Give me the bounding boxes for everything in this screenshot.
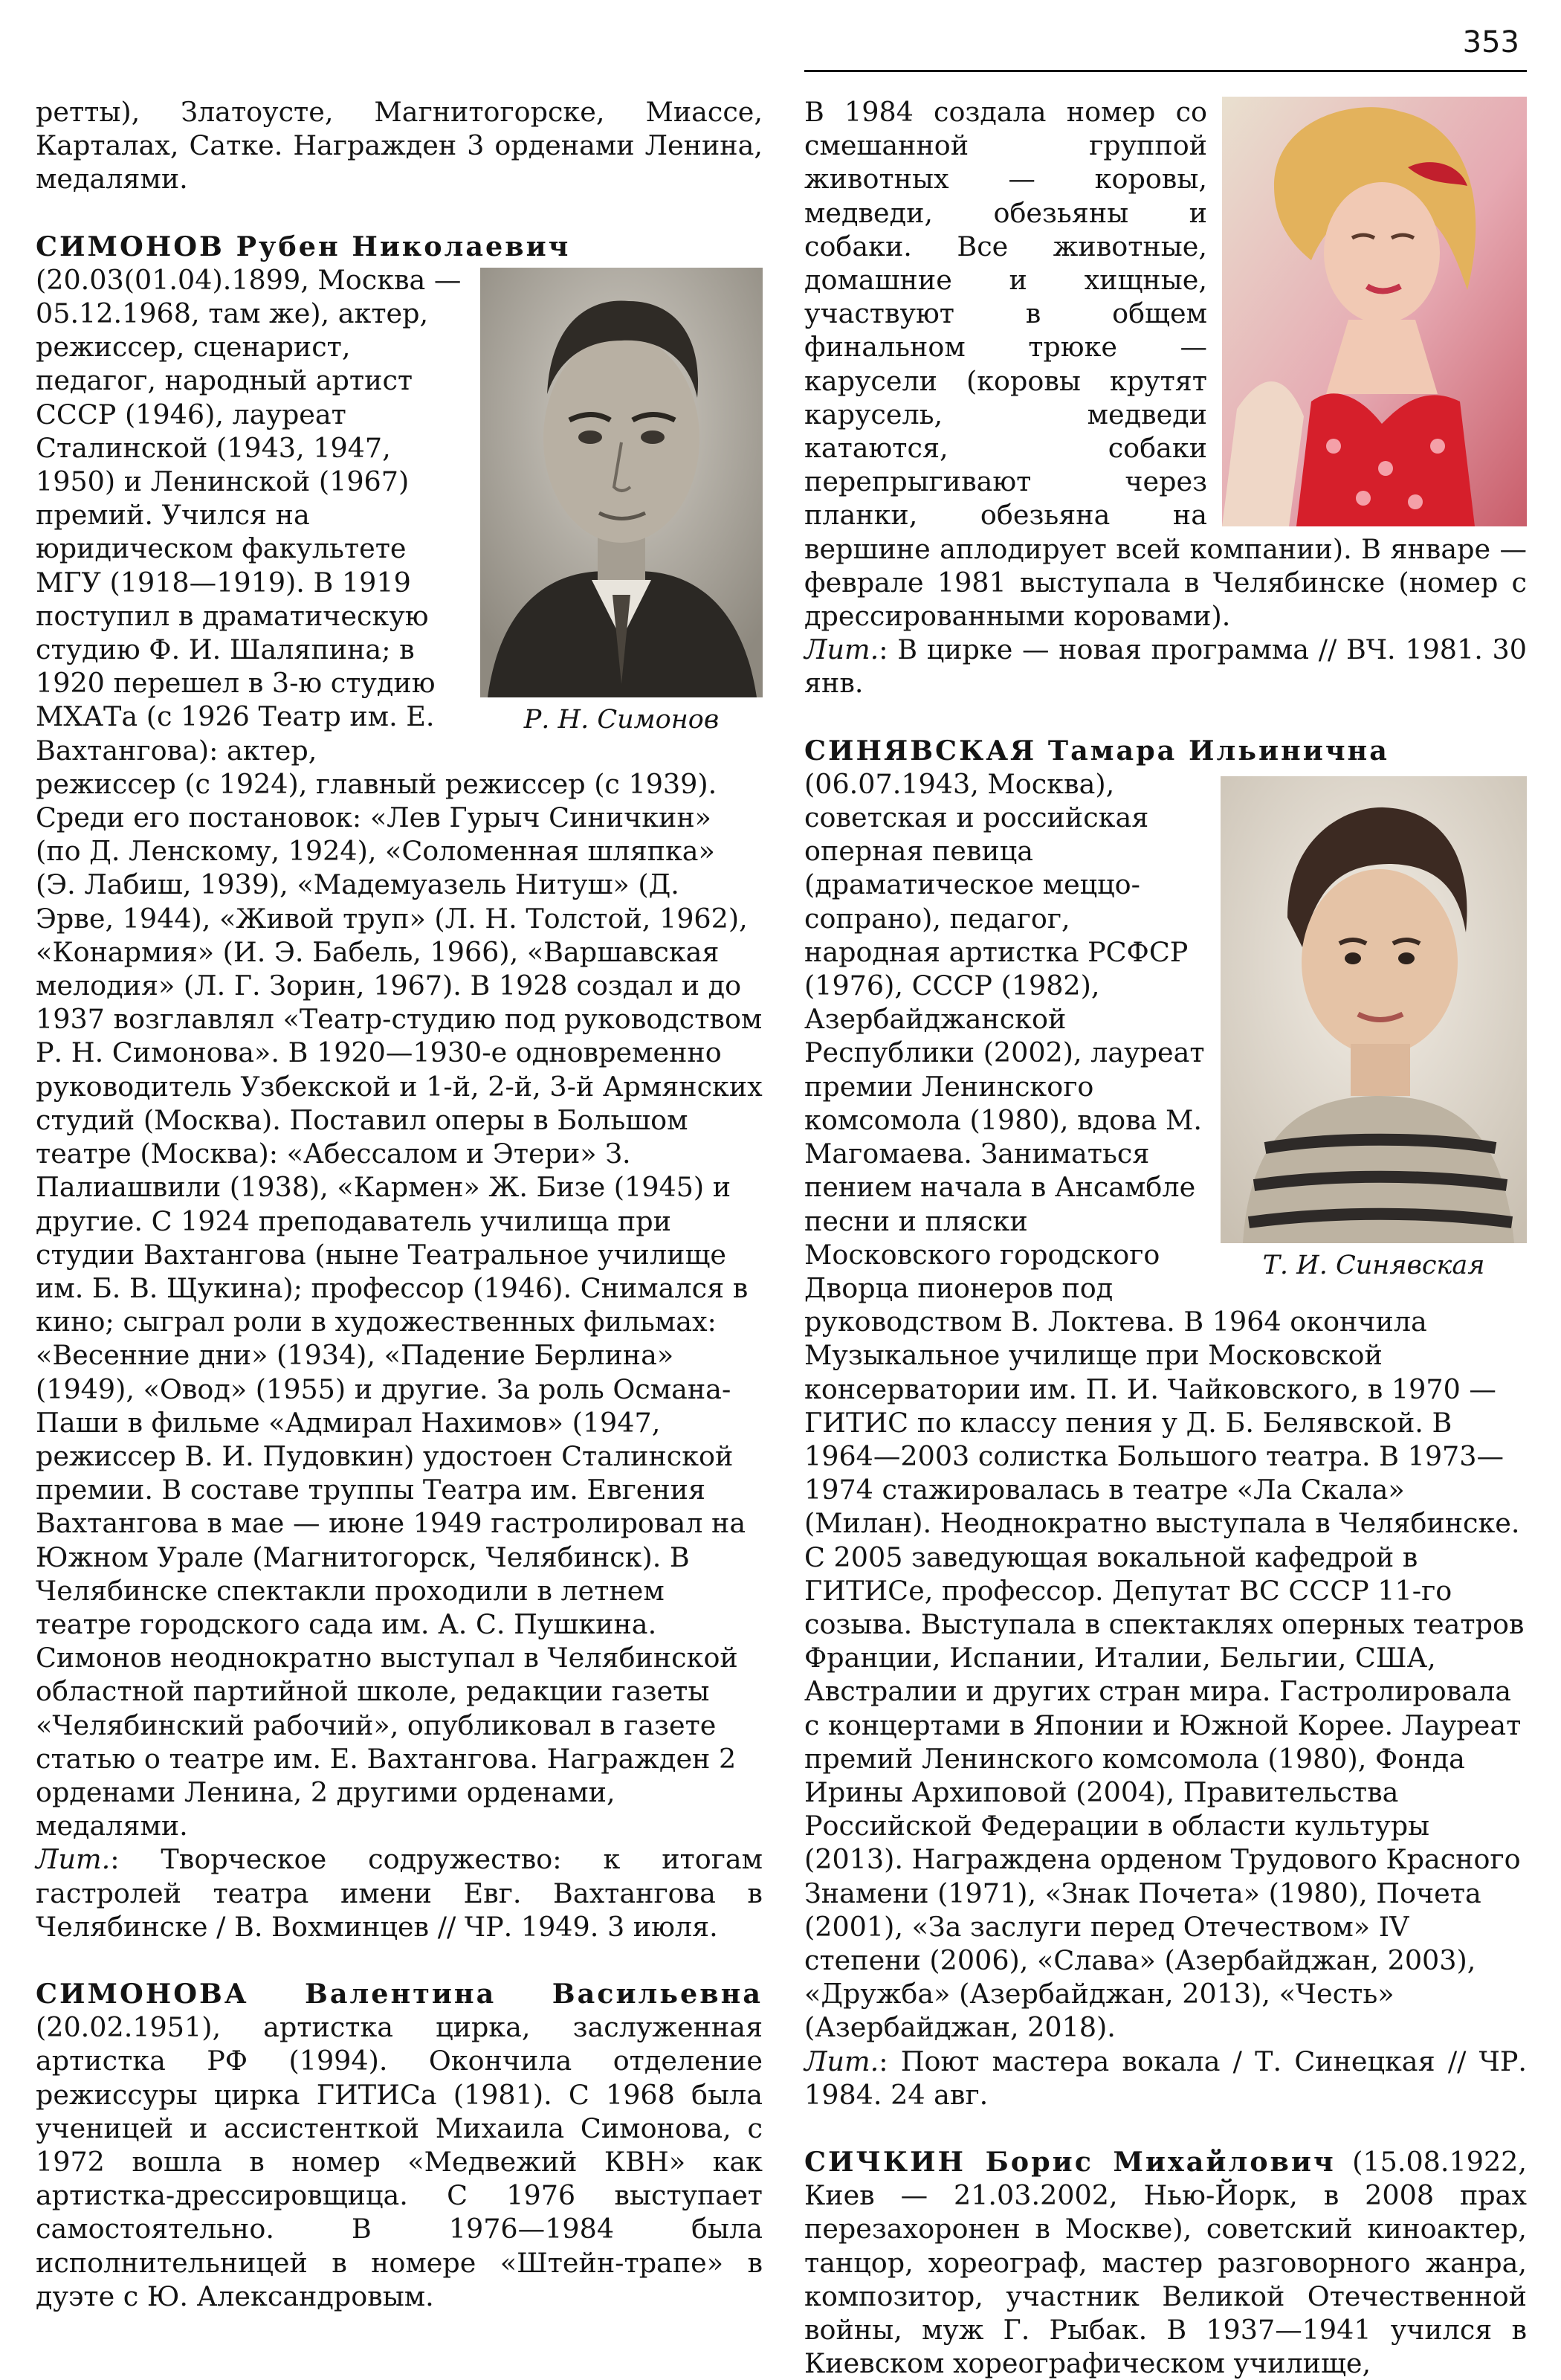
literature-label: Лит. [804,633,879,666]
entry-body: (06.07.1943, Москва), советская и российская оперная певица (драматическое меццо-сопрано), педагог, народная артистка РСФСР (1976), СССР (1982), Азербайджанской Республики (2002), лауреат премии Ленинского комсомола (1980), вдова М. Магомаева. Заниматься пением начала в Ансамбле песни и пляски Московского городского Дворца пионеров под руководством В. Локтева. В 1964 окончила Музыкальное училище при Московской консерватории им. П. И. Чайковского, в 1970 — ГИТИС по классу пения у Д. Б. Белявской. В 1964—2003 солистка Большого театра. В 1973—1974 стажировалась в театре «Ла Скала» (Милан). Неоднократно выступала в Челябинске. С 2005 заведующая вокальной кафедрой в ГИТИСе, профессор. Депутат ВС СССР 11-го созыва. Выступала в спектаклях оперных театров Франции, Испании, Италии, Бельгии, США, Австралии и других стран мира. Гастролировала с концертами в Японии и Южной Корее. Лауреат премий Ленинского комсомола (1980), Фонда Ирины Архиповой (2004), Правительства Российской Федерации в области культуры (2013). Награждена орденом Трудового Красного Знамени (1971), «Знак Почета» (1980), Почета (2001), «За заслуги перед Отечеством» IV степени (2006), «Слава» (Азербайджан, 2003), «Дружба» (Азербайджан, 2013), «Честь» (Азербайджан, 2018). [804,767,1525,2044]
entry-body: (20.03(01.04).1899, Москва — 05.12.1968, там же), актер, режиссер, сценарист, педагог, народный артист СССР (1946), лауреат Сталинской (1943, 1947, 1950) и Ленинской (1967) премий. Учился на юридическом факультете МГУ (1918—1919). В 1919 поступил в драматическую студию Ф. И. Шаляпина; в 1920 перешел в 3-ю студию МХАТа (с 1926 Театр им. Е. Вахтангова): актер, режиссер (с 1924), главный режиссер (с 1939). Среди его постановок: «Лев Гурыч Синичкин» (по Д. Ленскому, 1924), «Соломенная шляпка» (Э. Лабиш, 1939), «Мадемуазель Нитуш» (Д. Эрве, 1944), «Живой труп» (Л. Н. Толстой, 1962), «Конармия» (И. Э. Бабель, 1966), «Варшавская мелодия» (Л. Г. Зорин, 1967). В 1928 создал и до 1937 возглавлял «Театр-студию под руководством Р. Н. Симонова». В 1920—1930-е одновременно руководитель Узбекской и 1-й, 2-й, 3-й Армянских студий (Москва). Поставил оперы в Большом театре (Москва): «Абессалом и Этери» З. Палиашвили (1938), «Кармен» Ж. Бизе (1945) и другие. С 1924 преподаватель училища при студии Вахтангова (ныне Театральное училище им. Б. В. Щукина); профессор (1946). Снимался в кино; сыграл роли в художественных фильмах: «Весенние дни» (1934), «Падение Берлина» (1949), «Овод» (1955) и другие. За роль Османа-Паши в фильме «Адмирал Нахимов» (1947, режиссер В. И. Пудовкин) удостоен Сталинской премии. В составе труппы Театра им. Евгения Вахтангова в мае — июне 1949 гастролировал на Южном Урале (Магнитогорск, Челябинск). В Челябинске спектакли проходили в летнем театре городского сада им. А. С. Пушкина. Симонов неоднократно выступал в Челябинской областной партийной школе, редакции газеты «Челябинский рабочий», опубликовал в газете статью о театре им. Е. Вахтангова. Награжден 2 орденами Ленина, 2 другими орденами, медалями. [36,263,763,1842]
literature-label: Лит. [36,1843,111,1876]
entry-sinyavskaya [804,734,1527,767]
entry-body: (20.02.1951), артистка цирка, заслуженная артистка РФ (1994). Окончила отделение режиссуры цирка ГИТИСа (1981). С 1968 была ученицей и ассистенткой Михаила Симонова, с 1972 вошла в номер «Медвежий КВН» как артистка-дрессировщица. С 1976 выступает самостоятельно. В 1976—1984 была исполнительницей в номере «Штейн-трапе» в дуэте с Ю. Александровым. [36,2011,763,2312]
entry-heading: СИМОНОВ Рубен Николаевич [36,230,571,262]
page-number: 353 [1462,25,1519,59]
right-column [804,95,1527,2380]
entry-simonova [36,1977,763,2313]
entry-sichkin [804,2145,1527,2380]
entry-body: В 1984 создала номер со смешанной группой животных — коровы, медведи, обезьяны и собаки. Все животные, домашние и хищные, участвуют в общем финальном трюке — карусели (коровы крутят карусель, медведи катаются, собаки перепрыгивают через планки, обезьяна на вершине аплодирует всей компании). В январе — феврале 1981 выступала в Челябинске (номер с дрессированными коровами). [804,96,1527,633]
literature-text: : Творческое содружество: к итогам гастролей театра имени Евг. Вахтангова в Челябинске / В. Вохминцев // ЧР. 1949. 3 июля. [36,1843,763,1943]
entry-heading: СИНЯВСКАЯ Тамара Ильинична [804,734,1389,767]
entry-literature [804,633,1527,700]
literature-text: : В цирке — новая программа // ВЧ. 1981. 30 янв. [804,633,1527,700]
portrait-image [1222,97,1527,526]
entry-body: (15.08.1922, Киев — 21.03.2002, Нью-Йорк, в 2008 прах перезахоронен в Москве), советский киноактер, танцор, хореограф, мастер разговорного жанра, композитор, участник Великой Отечественной войны, муж Г. Рыбак. В 1937—1941 учился в Киевском хореографическом училище, [804,2145,1527,2380]
photo-caption: Р. Н. Симонов [523,704,720,735]
entry-simonov [36,230,763,263]
entry-heading: СИМОНОВА Валентина Васильевна [36,1977,763,2010]
portrait-simonov [480,268,763,736]
portrait-sinyavskaya [1221,776,1527,1282]
literature-label: Лит. [804,2045,879,2077]
left-column [36,95,763,2318]
literature-text: : Поют мастера вокала / Т. Синецкая // ЧР. 1984. 24 авг. [804,2045,1527,2111]
photo-caption: Т. И. Синявская [1262,1250,1485,1280]
intro-paragraph: ретты), Златоусте, Магнитогорске, Миассе, Карталах, Сатке. Награжден 3 орденами Ленина, медалями. [36,96,763,196]
portrait-image [480,268,763,697]
portrait-simonova [1222,97,1527,526]
page-header [804,21,1527,72]
entry-simonova-continued [804,95,1527,633]
entry-literature [36,1842,763,1944]
entry-heading: СИЧКИН Борис Михайлович [804,2145,1336,2178]
portrait-image [1221,776,1527,1243]
entry-literature [804,2045,1527,2112]
